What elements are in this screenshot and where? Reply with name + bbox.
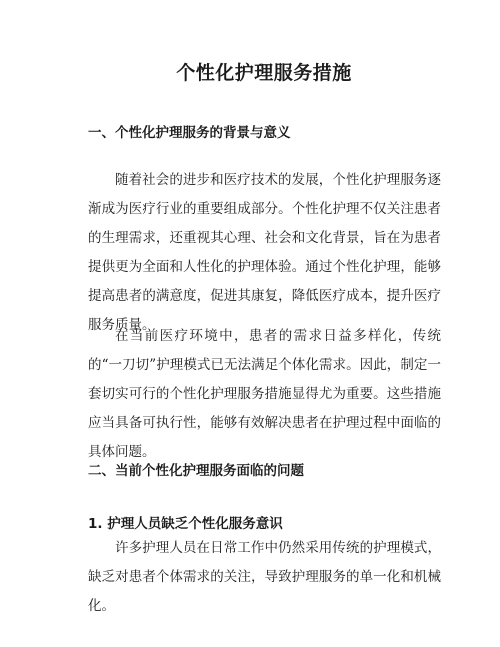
paragraph-awareness: 许多护理人员在日常工作中仍然采用传统的护理模式，缺乏对患者个体需求的关注，导致护理服务的单一化和机械化。 (88, 540, 441, 614)
paragraph-background-2: 在当前医疗环境中，患者的需求日益多样化，传统的“一刀切”护理模式已无法满足个体化需求。因此，制定一套切实可行的个性化护理服务措施显得尤为重要。这些措施应当具备可执行性，能够有效解决患者在护理过程中面临的具体问题。 (88, 328, 441, 460)
section-heading-problems: 二、当前个性化护理服务面临的问题 (88, 463, 304, 479)
document-title: 个性化护理服务措施 (176, 62, 352, 84)
sub-heading-awareness: 1. 护理人员缺乏个性化服务意识 (88, 516, 283, 532)
section-heading-background: 一、个性化护理服务的背景与意义 (88, 125, 291, 141)
paragraph-background-1: 随着社会的进步和医疗技术的发展，个性化护理服务逐渐成为医疗行业的重要组成部分。个性化护理不仅关注患者的生理需求，还重视其心理、社会和文化背景，旨在为患者提供更为全面和人性化的护理体验。通过个性化护理，能够提高患者的满意度，促进其康复，降低医疗成本，提升医疗服务质量。 (88, 172, 441, 333)
